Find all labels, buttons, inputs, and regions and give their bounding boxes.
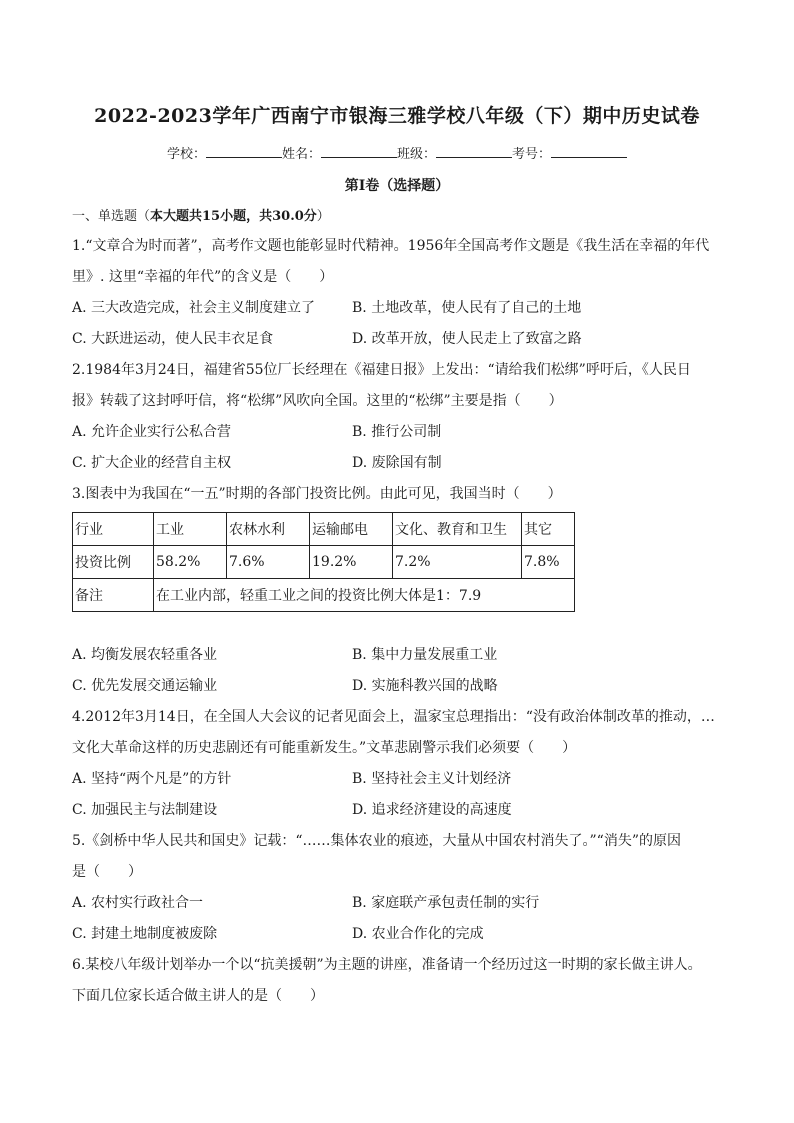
name-label: 姓名： xyxy=(281,147,321,162)
table-cell: 运输邮电 xyxy=(310,513,393,546)
option-b[interactable]: B. 土地改革，使人民有了自己的土地 xyxy=(352,300,582,316)
table-note-row xyxy=(73,579,575,612)
class-blank[interactable] xyxy=(436,145,512,158)
part-prefix: 一、单选题（ xyxy=(72,209,151,224)
table-cell: 行业 xyxy=(73,513,154,546)
exam-title: 2022-2023学年广西南宁市银海三雅学校八年级（下）期中历史试卷 xyxy=(94,105,700,127)
question-stem-line: 2.1984年3月24日，福建省55位厂长经理在《福建日报》上发出：“请给我们松绑”呼吁后，《人民日 xyxy=(72,362,691,378)
table-header-row xyxy=(73,513,575,546)
student-info-line xyxy=(72,145,722,163)
question-6 xyxy=(72,950,722,1012)
option-c[interactable]: C. 加强民主与法制建设 xyxy=(72,802,218,818)
option-d[interactable]: D. 农业合作化的完成 xyxy=(352,926,484,942)
table-cell: 备注 xyxy=(73,579,154,612)
question-stem-line: 6.某校八年级计划举办一个以“抗美援朝”为主题的讲座，准备请一个经历过这一时期的家长做主讲人。 xyxy=(72,957,702,973)
option-a[interactable]: A. 坚持“两个凡是”的方针 xyxy=(72,771,232,787)
option-a[interactable]: A. 允许企业实行公私合营 xyxy=(72,424,232,440)
school-blank[interactable] xyxy=(206,145,282,158)
options-grid xyxy=(72,293,722,355)
part-suffix: ） xyxy=(316,209,330,224)
question-1 xyxy=(72,231,722,355)
question-4 xyxy=(72,702,722,826)
table-cell: 7.2% xyxy=(393,546,522,579)
options-grid xyxy=(72,764,722,826)
option-b[interactable]: B. 集中力量发展重工业 xyxy=(352,647,498,663)
option-d[interactable]: D. 废除国有制 xyxy=(352,455,442,471)
option-a[interactable]: A. 农村实行政社合一 xyxy=(72,895,204,911)
options-grid xyxy=(72,640,722,702)
table-cell: 工业 xyxy=(154,513,227,546)
option-c[interactable]: C. 大跃进运动，使人民丰衣足食 xyxy=(72,331,274,347)
question-stem-line: 1.“文章合为时而著”，高考作文题也能彰显时代精神。1956年全国高考作文题是《我生活在幸福的年代 xyxy=(72,238,710,254)
question-stem-line: 下面几位家长适合做主讲人的是（ ） xyxy=(72,988,324,1004)
table-cell: 7.8% xyxy=(522,546,575,579)
name-blank[interactable] xyxy=(321,145,397,158)
option-c[interactable]: C. 扩大企业的经营自主权 xyxy=(72,455,232,471)
section-heading: 第I卷（选择题） xyxy=(344,178,450,194)
part-heading xyxy=(72,209,722,225)
options-grid xyxy=(72,888,722,950)
number-label: 考号： xyxy=(512,147,552,162)
options-grid xyxy=(72,417,722,479)
school-label: 学校： xyxy=(166,147,206,162)
option-a[interactable]: A. 三大改造完成，社会主义制度建立了 xyxy=(72,300,316,316)
question-stem-line: 是（ ） xyxy=(72,864,142,880)
question-stem-line: 5.《剑桥中华人民共和国史》记载：“……集体农业的痕迹，大量从中国农村消失了。”“消失”的原因 xyxy=(72,833,681,849)
table-cell: 投资比例 xyxy=(73,546,154,579)
question-stem-line: 文化大革命这样的历史悲剧还有可能重新发生。”文革悲剧警示我们必须要（ ） xyxy=(72,740,577,756)
question-2 xyxy=(72,355,722,479)
option-c[interactable]: C. 优先发展交通运输业 xyxy=(72,678,218,694)
question-stem-line: 3.图表中为我国在“一五”时期的各部门投资比例。由此可见，我国当时（ ） xyxy=(72,486,562,502)
option-c[interactable]: C. 封建土地制度被废除 xyxy=(72,926,218,942)
table-cell: 其它 xyxy=(522,513,575,546)
table-cell: 农林水利 xyxy=(227,513,310,546)
question-stem-line: 报》转载了这封呼吁信，将“松绑”风吹向全国。这里的“松绑”主要是指（ ） xyxy=(72,393,563,409)
table-cell: 58.2% xyxy=(154,546,227,579)
class-label: 班级： xyxy=(397,147,437,162)
investment-table xyxy=(72,512,575,612)
option-d[interactable]: D. 改革开放，使人民走上了致富之路 xyxy=(352,331,582,347)
table-note-cell: 在工业内部，轻重工业之间的投资比例大体是1：7.9 xyxy=(154,579,575,612)
option-b[interactable]: B. 推行公司制 xyxy=(352,424,442,440)
question-3 xyxy=(72,479,722,702)
number-blank[interactable] xyxy=(551,145,627,158)
option-d[interactable]: D. 实施科教兴国的战略 xyxy=(352,678,498,694)
question-5 xyxy=(72,826,722,950)
question-stem-line: 里》. 这里“幸福的年代”的含义是（ ） xyxy=(72,269,334,285)
question-stem-line: 4.2012年3月14日，在全国人大会议的记者见面会上，温家宝总理指出：“没有政治体制改革的推动，… xyxy=(72,709,715,725)
table-cell: 7.6% xyxy=(227,546,310,579)
part-detail: 本大题共15小题，共30.0分 xyxy=(150,209,317,224)
table-row xyxy=(73,546,575,579)
option-a[interactable]: A. 均衡发展农轻重各业 xyxy=(72,647,218,663)
option-d[interactable]: D. 追求经济建设的高速度 xyxy=(352,802,512,818)
option-b[interactable]: B. 坚持社会主义计划经济 xyxy=(352,771,512,787)
option-b[interactable]: B. 家庭联产承包责任制的实行 xyxy=(352,895,540,911)
table-cell: 文化、教育和卫生 xyxy=(393,513,522,546)
table-cell: 19.2% xyxy=(310,546,393,579)
